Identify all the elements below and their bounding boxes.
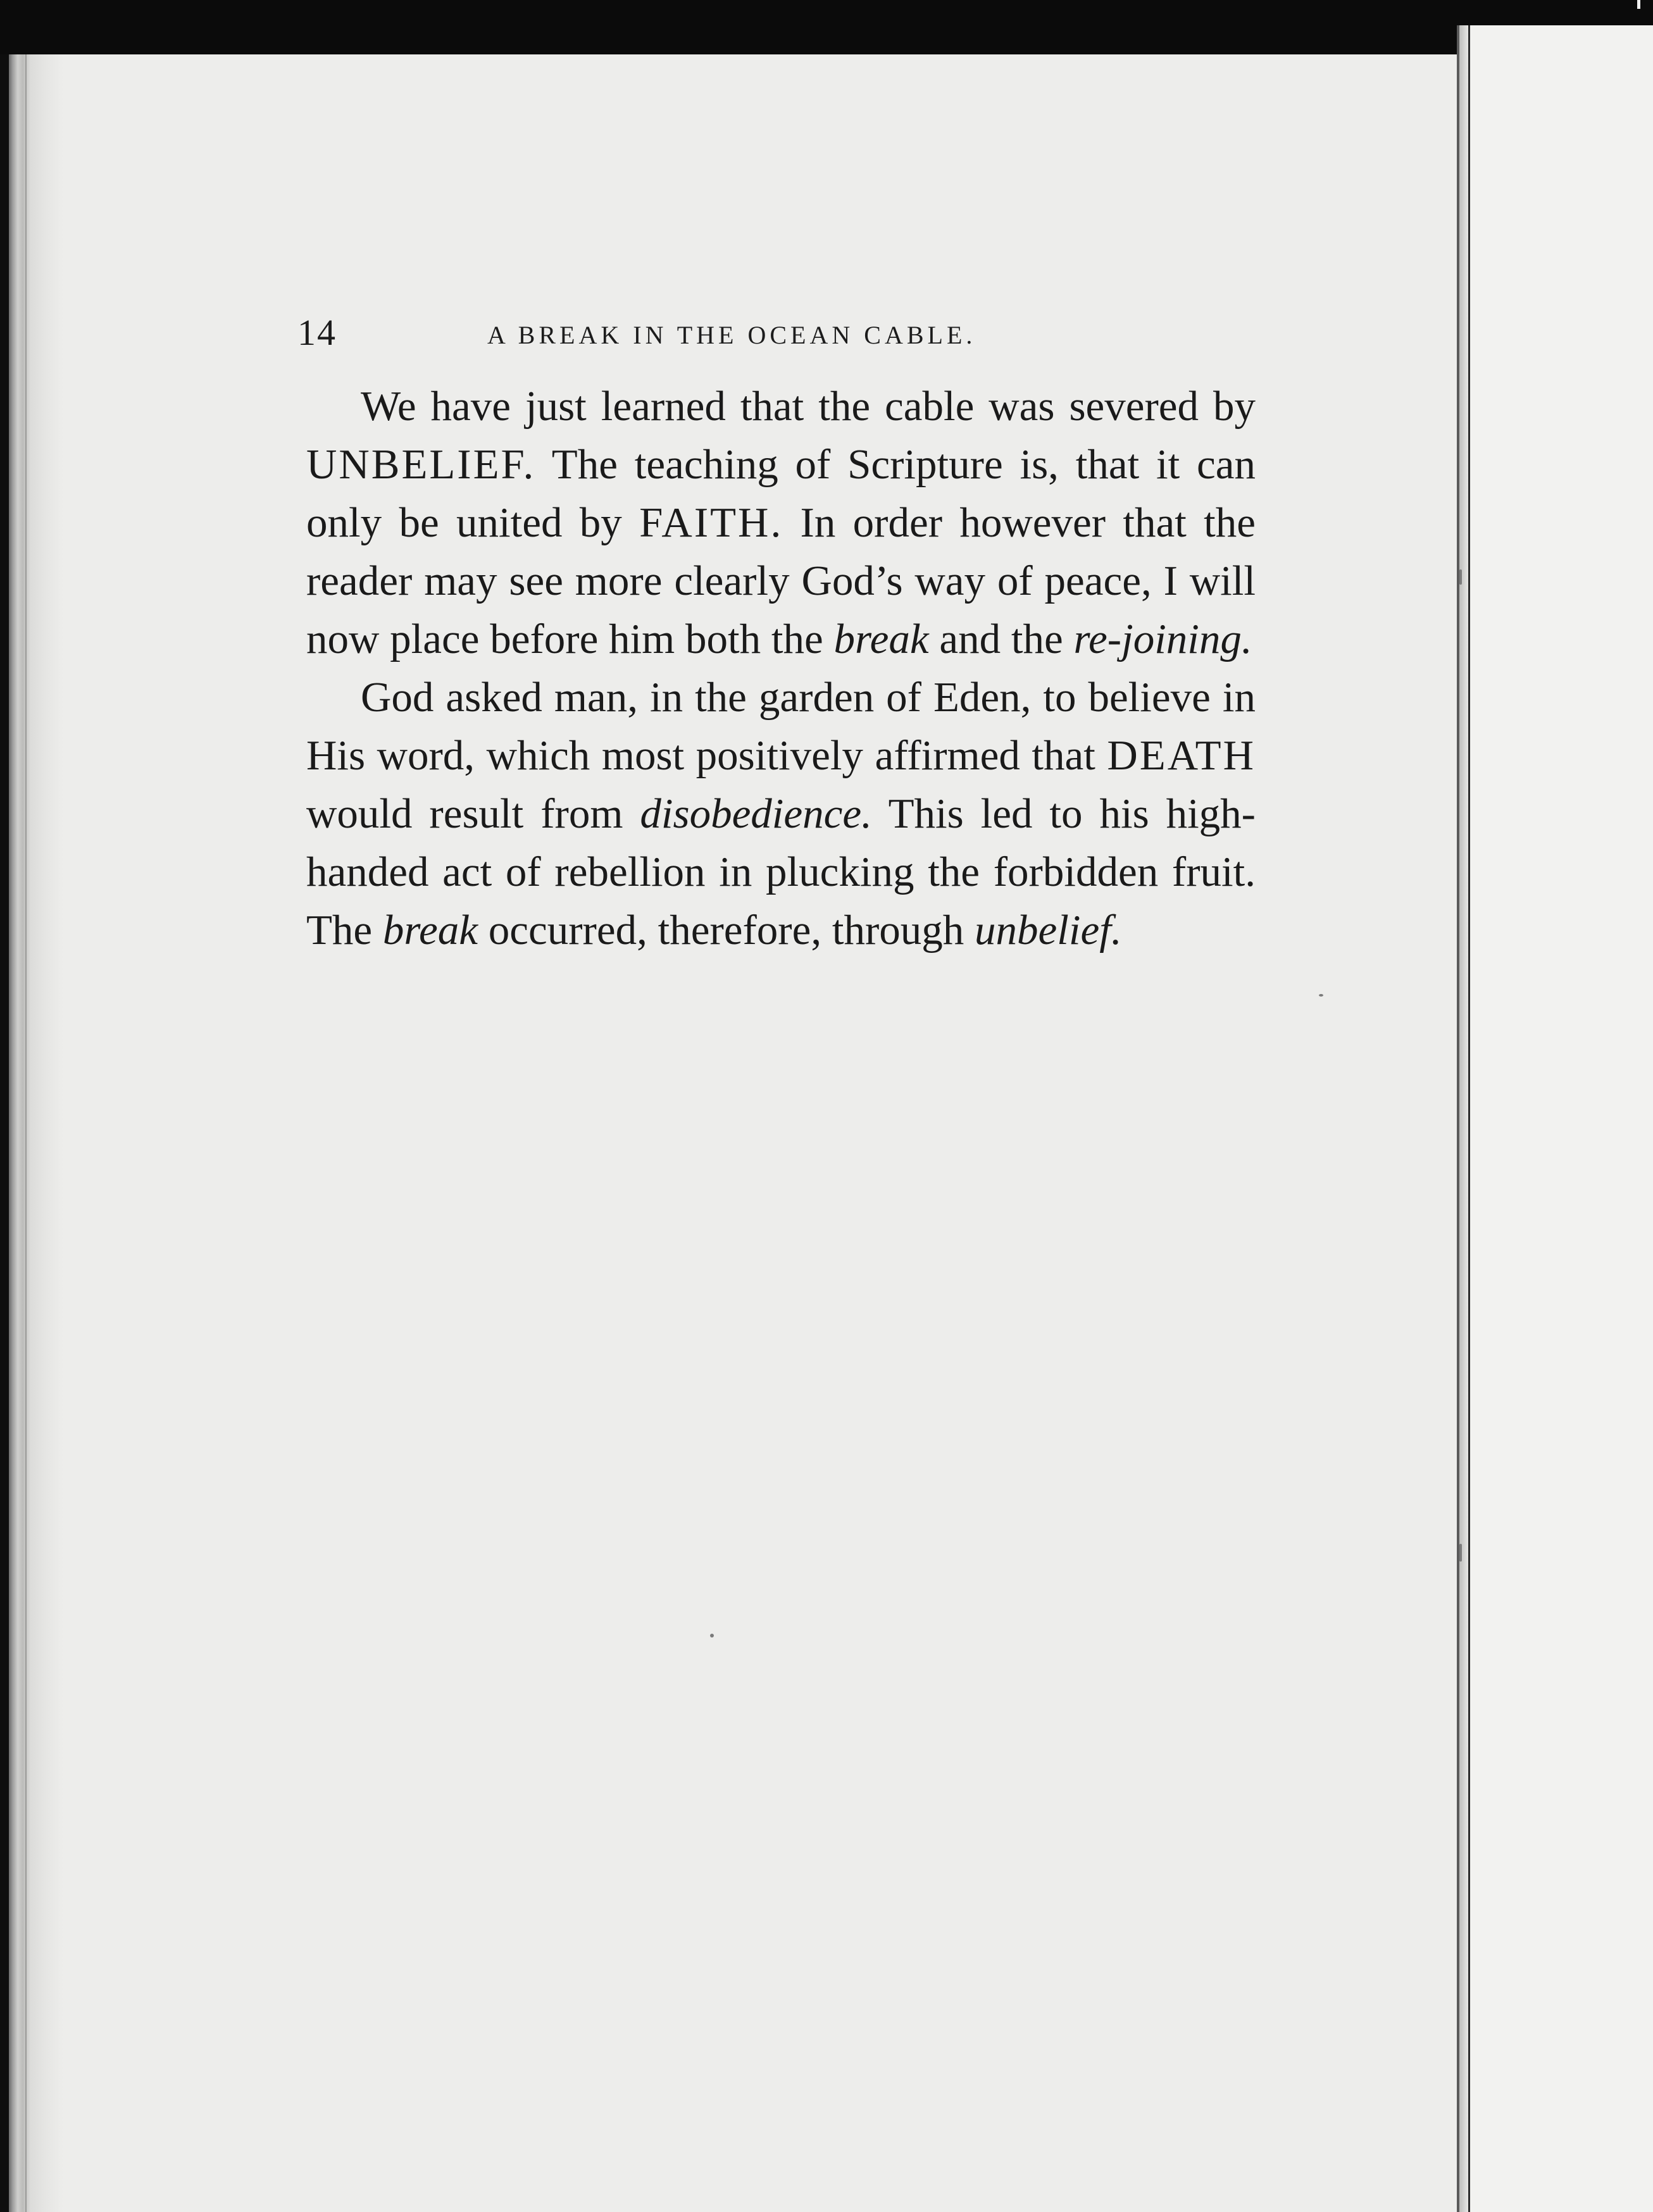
binding-gutter (9, 54, 63, 2212)
running-head (297, 311, 1259, 362)
emphasis-caps: UNBELIEF. (306, 441, 536, 488)
dust-speck (1459, 1544, 1462, 1562)
scan-top-border (0, 0, 1653, 54)
page-edge-shadow (1459, 25, 1468, 2212)
dust-speck (1459, 569, 1462, 585)
text-segment: This led to his high-handed act of rebellion in plucking the forbidden fruit. The (306, 790, 1256, 954)
dust-speck (710, 1634, 714, 1637)
text-segment: and the (928, 616, 1074, 662)
emphasis-caps: FAITH. (639, 499, 783, 546)
facing-page (1470, 25, 1653, 2212)
body-text (306, 377, 1256, 959)
text-segment: We have just learned that the cable was severed by (361, 383, 1256, 430)
text-segment: In order however that the reader may see more clearly God’s way of peace, I will now place before him both the (306, 499, 1256, 662)
gutter-line (25, 54, 27, 2212)
emphasis-italic: unbelief. (975, 907, 1122, 954)
text-segment: God asked man, in the garden of Eden, to believe in His word, which most positively affirmed that (306, 674, 1256, 779)
emphasis-italic: break (382, 907, 478, 954)
page-edge-line (1457, 25, 1459, 2212)
paragraph (306, 668, 1256, 959)
dust-speck (1319, 994, 1323, 997)
emphasis-italic: re-joining. (1073, 616, 1252, 662)
emphasis-italic: break (833, 616, 929, 662)
text-segment: occurred, therefore, through (478, 907, 975, 954)
paragraph (306, 377, 1256, 668)
page-number: 14 (297, 312, 337, 353)
scan-mark (1637, 0, 1640, 9)
emphasis-caps: DEATH (1107, 732, 1256, 779)
text-segment: would result from (306, 790, 640, 837)
text-segment: The teaching of Scripture is, that it can only be united by (306, 441, 1256, 546)
emphasis-italic: disobedience. (640, 790, 872, 837)
running-title: A BREAK IN THE OCEAN CABLE. (487, 321, 976, 349)
